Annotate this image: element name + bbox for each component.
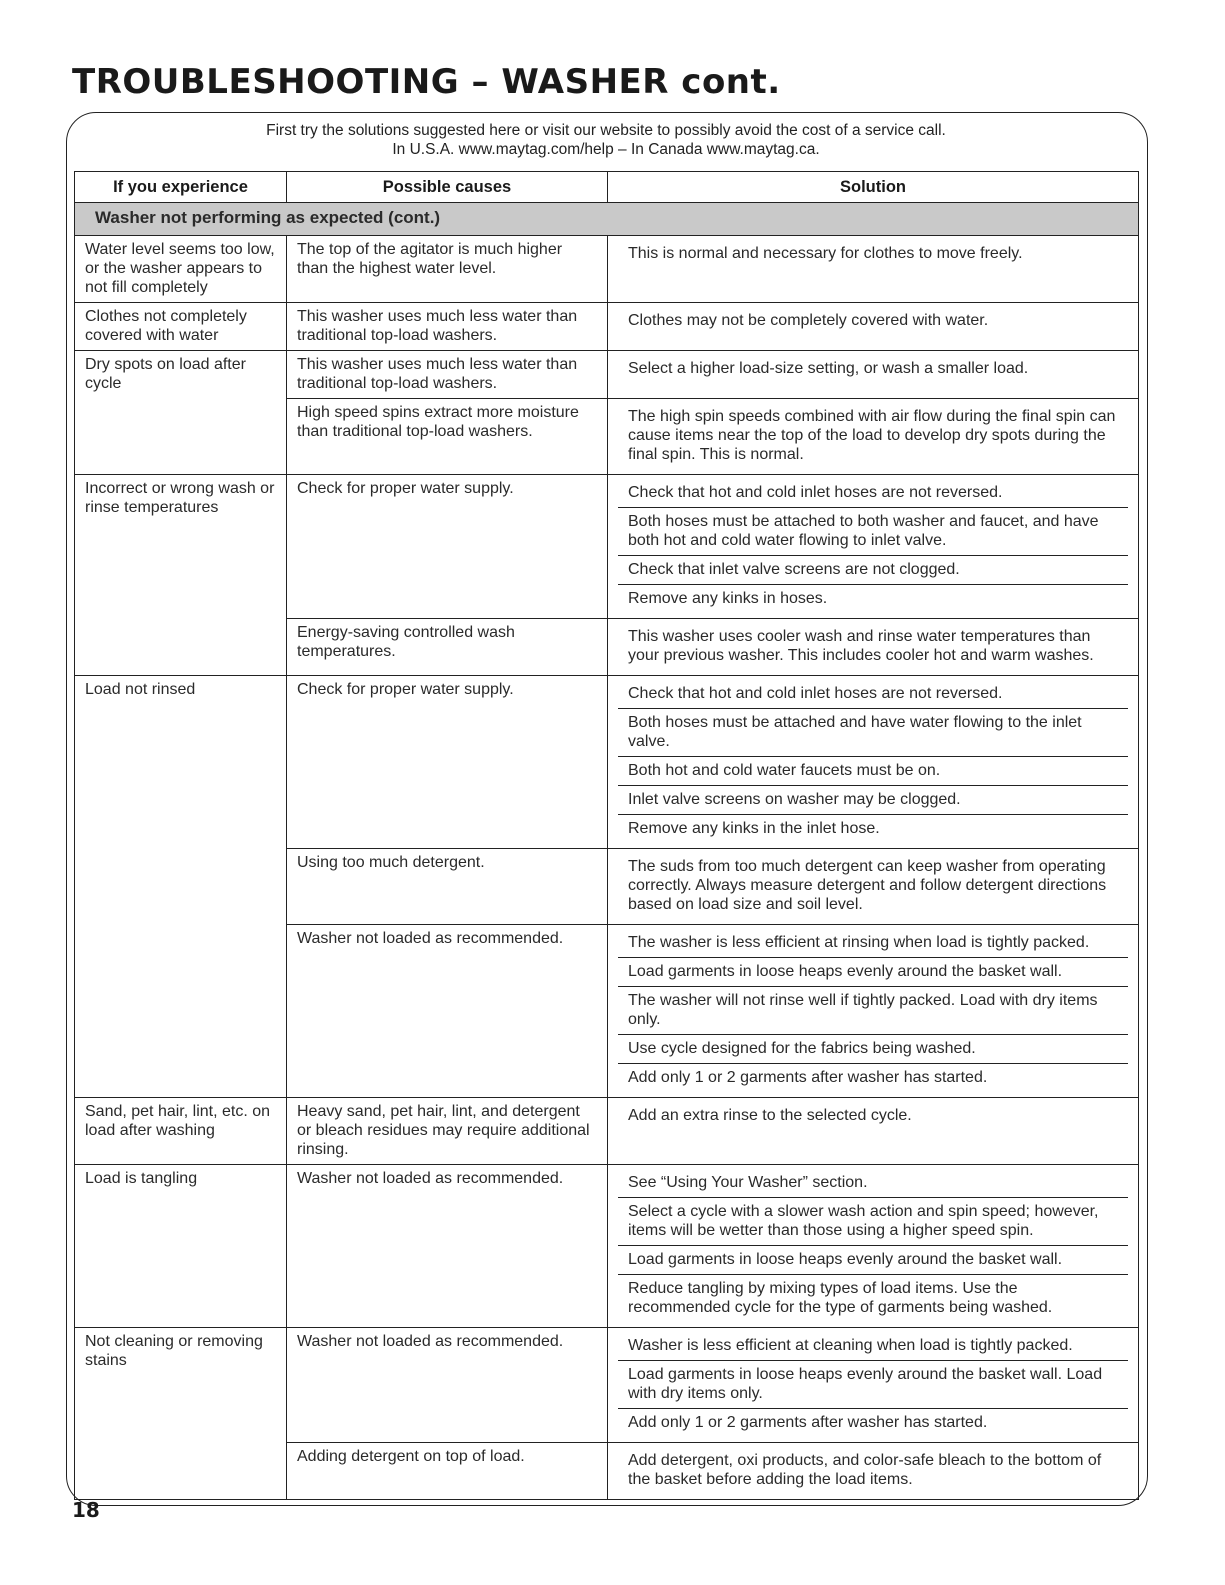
column-header-experience: If you experience [75,172,287,203]
solution-cell [608,303,1139,351]
solution-item: Add only 1 or 2 garments after washer has started. [618,1063,1128,1092]
solution-item: Load garments in loose heaps evenly around the basket wall. Load with dry items only. [618,1360,1128,1408]
intro-line-websites: In U.S.A. www.maytag.com/help – In Canada www.maytag.ca. [392,141,820,158]
solution-item: Remove any kinks in the inlet hose. [618,814,1128,843]
solution-item: Check that hot and cold inlet hoses are not reversed. [628,484,1003,501]
solution-item: The high spin speeds combined with air flow during the final spin can cause items near the top of the load to develop dry spots during the final spin. This is normal. [628,408,1116,463]
cause-cell: Using too much detergent. [287,849,608,925]
solution-item: Use cycle designed for the fabrics being washed. [618,1034,1128,1063]
cause-cell: Washer not loaded as recommended. [287,1328,608,1443]
solution-item: This is normal and necessary for clothes to move freely. [628,245,1023,262]
cause-cell: Washer not loaded as recommended. [287,1165,608,1328]
solution-item: Check that hot and cold inlet hoses are not reversed. [628,685,1003,702]
problem-cell: Not cleaning or removing stains [75,1328,287,1500]
solution-cell [608,1443,1139,1500]
solution-item: Washer is less efficient at cleaning when load is tightly packed. [628,1337,1073,1354]
solution-cell [608,236,1139,303]
problem-cell: Dry spots on load after cycle [75,351,287,475]
cause-cell: This washer uses much less water than traditional top-load washers. [287,351,608,399]
cause-cell: This washer uses much less water than traditional top-load washers. [287,303,608,351]
solution-cell [608,1328,1139,1443]
solution-item: Reduce tangling by mixing types of load items. Use the recommended cycle for the type of garments being washed. [618,1274,1128,1322]
solution-cell [608,1165,1139,1328]
column-header-solution: Solution [608,172,1139,203]
problem-cell: Sand, pet hair, lint, etc. on load after washing [75,1098,287,1165]
intro-line-service: First try the solutions suggested here or visit our website to possibly avoid the cost of a service call. [266,122,946,139]
page-number: 18 [72,1498,100,1522]
problem-cell: Incorrect or wrong wash or rinse temperatures [75,475,287,676]
table-row [75,1328,1139,1443]
table-row [75,1098,1139,1165]
solution-cell [608,925,1139,1098]
problem-cell: Load is tangling [75,1165,287,1328]
solution-item: The washer will not rinse well if tightly packed. Load with dry items only. [618,986,1128,1034]
column-header-causes: Possible causes [287,172,608,203]
problem-cell: Clothes not completely covered with water [75,303,287,351]
solution-item: Load garments in loose heaps evenly around the basket wall. [618,1245,1128,1274]
solution-item: Both hoses must be attached to both washer and faucet, and have both hot and cold water flowing to inlet valve. [618,507,1128,555]
solution-cell [608,676,1139,849]
solution-item: Add detergent, oxi products, and color-safe bleach to the bottom of the basket before adding the load items. [628,1452,1102,1488]
solution-item: The suds from too much detergent can keep washer from operating correctly. Always measure detergent and follow detergent directions based on load size and soil level. [628,858,1107,913]
cause-cell: Washer not loaded as recommended. [287,925,608,1098]
table-row [75,475,1139,619]
cause-cell: Check for proper water supply. [287,676,608,849]
solution-item: This washer uses cooler wash and rinse water temperatures than your previous washer. This includes cooler hot and warm washes. [628,628,1094,664]
problem-cell: Water level seems too low, or the washer appears to not fill completely [75,236,287,303]
solution-item: Both hoses must be attached and have water flowing to the inlet valve. [618,708,1128,756]
intro-text [72,121,1140,159]
cause-cell: Check for proper water supply. [287,475,608,619]
solution-cell [608,351,1139,399]
solution-item: Both hot and cold water faucets must be on. [618,756,1128,785]
cause-cell: Energy-saving controlled wash temperatures. [287,619,608,676]
solution-item: Remove any kinks in hoses. [618,584,1128,613]
solution-cell [608,475,1139,619]
troubleshooting-table [74,171,1139,1500]
solution-cell [608,849,1139,925]
solution-item: Select a higher load-size setting, or wash a smaller load. [628,360,1029,377]
solution-item: Load garments in loose heaps evenly around the basket wall. [618,957,1128,986]
page-title: TROUBLESHOOTING – WASHER cont. [72,62,781,102]
table-row [75,236,1139,303]
table-header-row [75,172,1139,203]
cause-cell: Adding detergent on top of load. [287,1443,608,1500]
table-row [75,303,1139,351]
solution-item: Check that inlet valve screens are not clogged. [618,555,1128,584]
solution-cell [608,619,1139,676]
cause-cell: High speed spins extract more moisture than traditional top-load washers. [287,399,608,475]
solution-item: Inlet valve screens on washer may be clogged. [618,785,1128,814]
solution-item: Add only 1 or 2 garments after washer has started. [618,1408,1128,1437]
solution-item: Select a cycle with a slower wash action and spin speed; however, items will be wetter than those using a higher speed spin. [618,1197,1128,1245]
solution-item: The washer is less efficient at rinsing when load is tightly packed. [628,934,1090,951]
section-title: Washer not performing as expected (cont.) [75,203,1139,236]
table-row [75,351,1139,399]
cause-cell: The top of the agitator is much higher than the highest water level. [287,236,608,303]
solution-cell [608,1098,1139,1165]
table-row [75,676,1139,849]
section-row [75,203,1139,236]
table-row [75,1165,1139,1328]
solution-item: Clothes may not be completely covered with water. [628,312,989,329]
cause-cell: Heavy sand, pet hair, lint, and detergent or bleach residues may require additional rinsing. [287,1098,608,1165]
solution-cell [608,399,1139,475]
solution-item: See “Using Your Washer” section. [628,1174,868,1191]
problem-cell: Load not rinsed [75,676,287,1098]
solution-item: Add an extra rinse to the selected cycle. [628,1107,912,1124]
